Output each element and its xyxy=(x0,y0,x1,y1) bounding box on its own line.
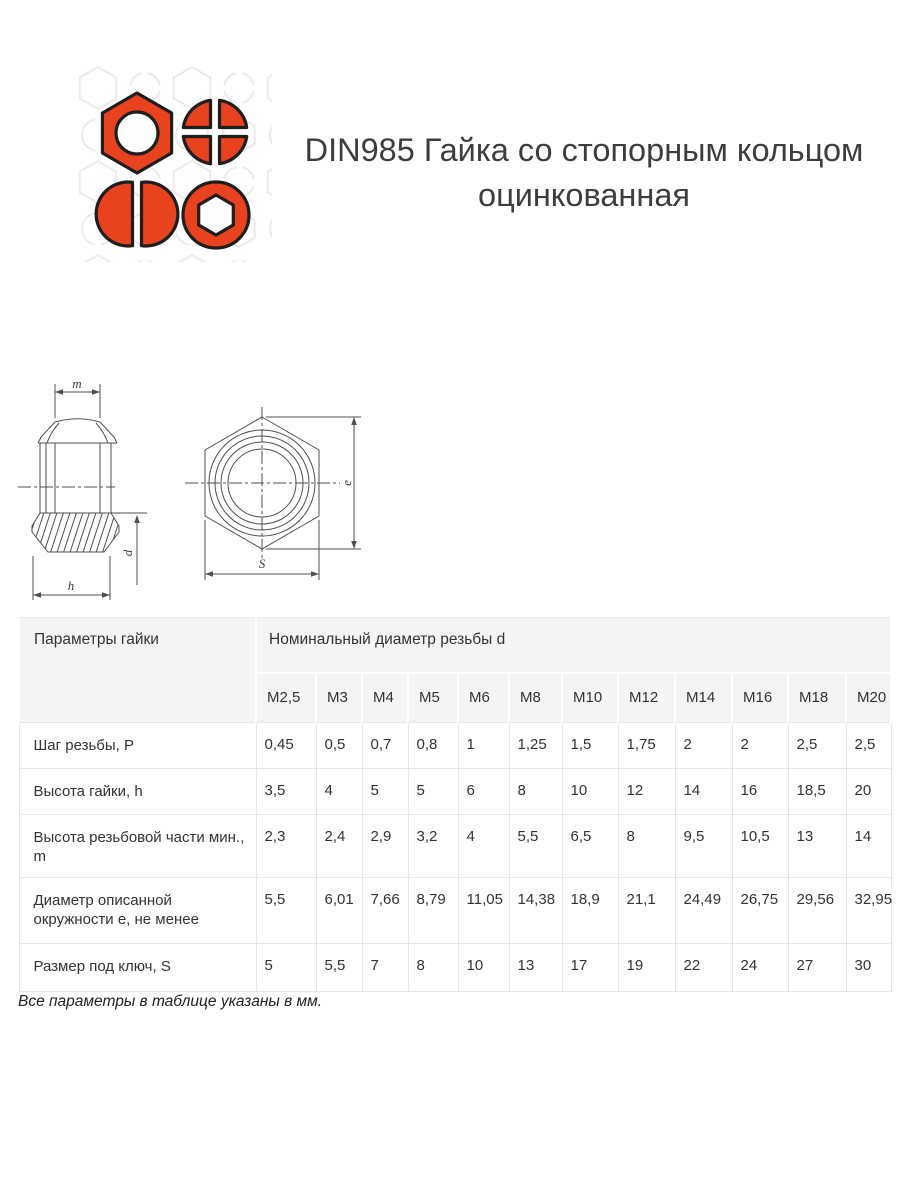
row-label: Диаметр описанной окружности е, не менее xyxy=(19,878,256,944)
table-row xyxy=(19,769,891,815)
table-cell: 5 xyxy=(256,944,316,992)
size-header-cell: M6 xyxy=(458,673,509,723)
table-cell: 2,5 xyxy=(788,723,846,769)
table-cell: 5 xyxy=(362,769,408,815)
table-cell: 14 xyxy=(846,815,891,878)
table-cell: 18,9 xyxy=(562,878,618,944)
size-header-cell: M12 xyxy=(618,673,675,723)
table-cell: 1,75 xyxy=(618,723,675,769)
table-cell: 7 xyxy=(362,944,408,992)
table-cell: 8 xyxy=(408,944,458,992)
size-header-cell: M18 xyxy=(788,673,846,723)
table-cell: 0,8 xyxy=(408,723,458,769)
table-cell: 18,5 xyxy=(788,769,846,815)
table-cell: 2,5 xyxy=(846,723,891,769)
table-row xyxy=(19,944,891,992)
table-cell: 6,01 xyxy=(316,878,362,944)
table-cell: 12 xyxy=(618,769,675,815)
size-header-cell: M14 xyxy=(675,673,732,723)
size-header-cell: M5 xyxy=(408,673,458,723)
table-cell: 21,1 xyxy=(618,878,675,944)
table-cell: 3,5 xyxy=(256,769,316,815)
table-cell: 19 xyxy=(618,944,675,992)
table-cell: 5,5 xyxy=(509,815,562,878)
dim-label-m: m xyxy=(72,376,82,391)
table-cell: 20 xyxy=(846,769,891,815)
table-cell: 2,9 xyxy=(362,815,408,878)
table-row xyxy=(19,815,891,878)
units-note: Все параметры в таблице указаны в мм. xyxy=(18,993,323,1010)
table-cell: 6 xyxy=(458,769,509,815)
table-cell: 24 xyxy=(732,944,788,992)
table-cell: 0,45 xyxy=(256,723,316,769)
table-cell: 26,75 xyxy=(732,878,788,944)
table-cell: 30 xyxy=(846,944,891,992)
table-cell: 14,38 xyxy=(509,878,562,944)
table-cell: 3,2 xyxy=(408,815,458,878)
table-cell: 32,95 xyxy=(846,878,891,944)
product-title xyxy=(276,128,892,218)
table-cell: 24,49 xyxy=(675,878,732,944)
spec-table-section xyxy=(18,617,892,992)
table-cell: 2,3 xyxy=(256,815,316,878)
table-cell: 5,5 xyxy=(256,878,316,944)
size-header-cell: M20 xyxy=(846,673,891,723)
table-corner-header: Параметры гайки xyxy=(19,618,256,723)
table-cell: 22 xyxy=(675,944,732,992)
product-title-line1: DIN985 Гайка со стопорным кольцом xyxy=(304,132,864,168)
row-label: Высота резьбовой части мин., m xyxy=(19,815,256,878)
row-label: Высота гайки, h xyxy=(19,769,256,815)
size-header-cell: M16 xyxy=(732,673,788,723)
table-row xyxy=(19,723,891,769)
row-label: Шаг резьбы, P xyxy=(19,723,256,769)
table-cell: 1,5 xyxy=(562,723,618,769)
dim-label-d: d xyxy=(120,549,135,557)
table-cell: 7,66 xyxy=(362,878,408,944)
table-group-header: Номинальный диаметр резьбы d xyxy=(256,618,891,673)
table-cell: 8 xyxy=(618,815,675,878)
dim-label-h: h xyxy=(67,578,75,593)
table-cell: 1,25 xyxy=(509,723,562,769)
table-cell: 13 xyxy=(788,815,846,878)
size-header-cell: M3 xyxy=(316,673,362,723)
table-cell: 1 xyxy=(458,723,509,769)
table-cell: 13 xyxy=(509,944,562,992)
table-cell: 10 xyxy=(562,769,618,815)
table-cell: 8,79 xyxy=(408,878,458,944)
spec-table-body xyxy=(19,723,891,992)
table-cell: 11,05 xyxy=(458,878,509,944)
table-cell: 29,56 xyxy=(788,878,846,944)
technical-drawing xyxy=(18,370,388,615)
table-cell: 4 xyxy=(316,769,362,815)
front-view-arrowheads xyxy=(205,417,357,577)
table-cell: 10,5 xyxy=(732,815,788,878)
table-cell: 9,5 xyxy=(675,815,732,878)
table-cell: 2 xyxy=(675,723,732,769)
table-cell: 0,5 xyxy=(316,723,362,769)
table-cell: 2,4 xyxy=(316,815,362,878)
size-header-cell: M2,5 xyxy=(256,673,316,723)
product-title-line2: оцинкованная xyxy=(478,177,690,213)
size-header-cell: M4 xyxy=(362,673,408,723)
table-cell: 5 xyxy=(408,769,458,815)
socket-head-icon xyxy=(183,182,249,248)
size-header-cell: M8 xyxy=(509,673,562,723)
dim-label-e: e xyxy=(339,480,354,486)
table-cell: 14 xyxy=(675,769,732,815)
table-cell: 8 xyxy=(509,769,562,815)
front-view-drawing xyxy=(185,407,361,580)
table-cell: 4 xyxy=(458,815,509,878)
table-cell: 16 xyxy=(732,769,788,815)
dim-label-s: S xyxy=(258,556,266,571)
side-view-arrowheads xyxy=(33,389,140,597)
row-label: Размер под ключ, S xyxy=(19,944,256,992)
table-cell: 2 xyxy=(732,723,788,769)
size-header-cell: M10 xyxy=(562,673,618,723)
side-view-drawing xyxy=(18,384,147,600)
table-cell: 6,5 xyxy=(562,815,618,878)
table-cell: 17 xyxy=(562,944,618,992)
table-cell: 10 xyxy=(458,944,509,992)
table-row xyxy=(19,878,891,944)
table-cell: 5,5 xyxy=(316,944,362,992)
table-cell: 27 xyxy=(788,944,846,992)
fasteners-logo xyxy=(76,64,272,262)
table-cell: 0,7 xyxy=(362,723,408,769)
spec-table xyxy=(18,617,892,992)
